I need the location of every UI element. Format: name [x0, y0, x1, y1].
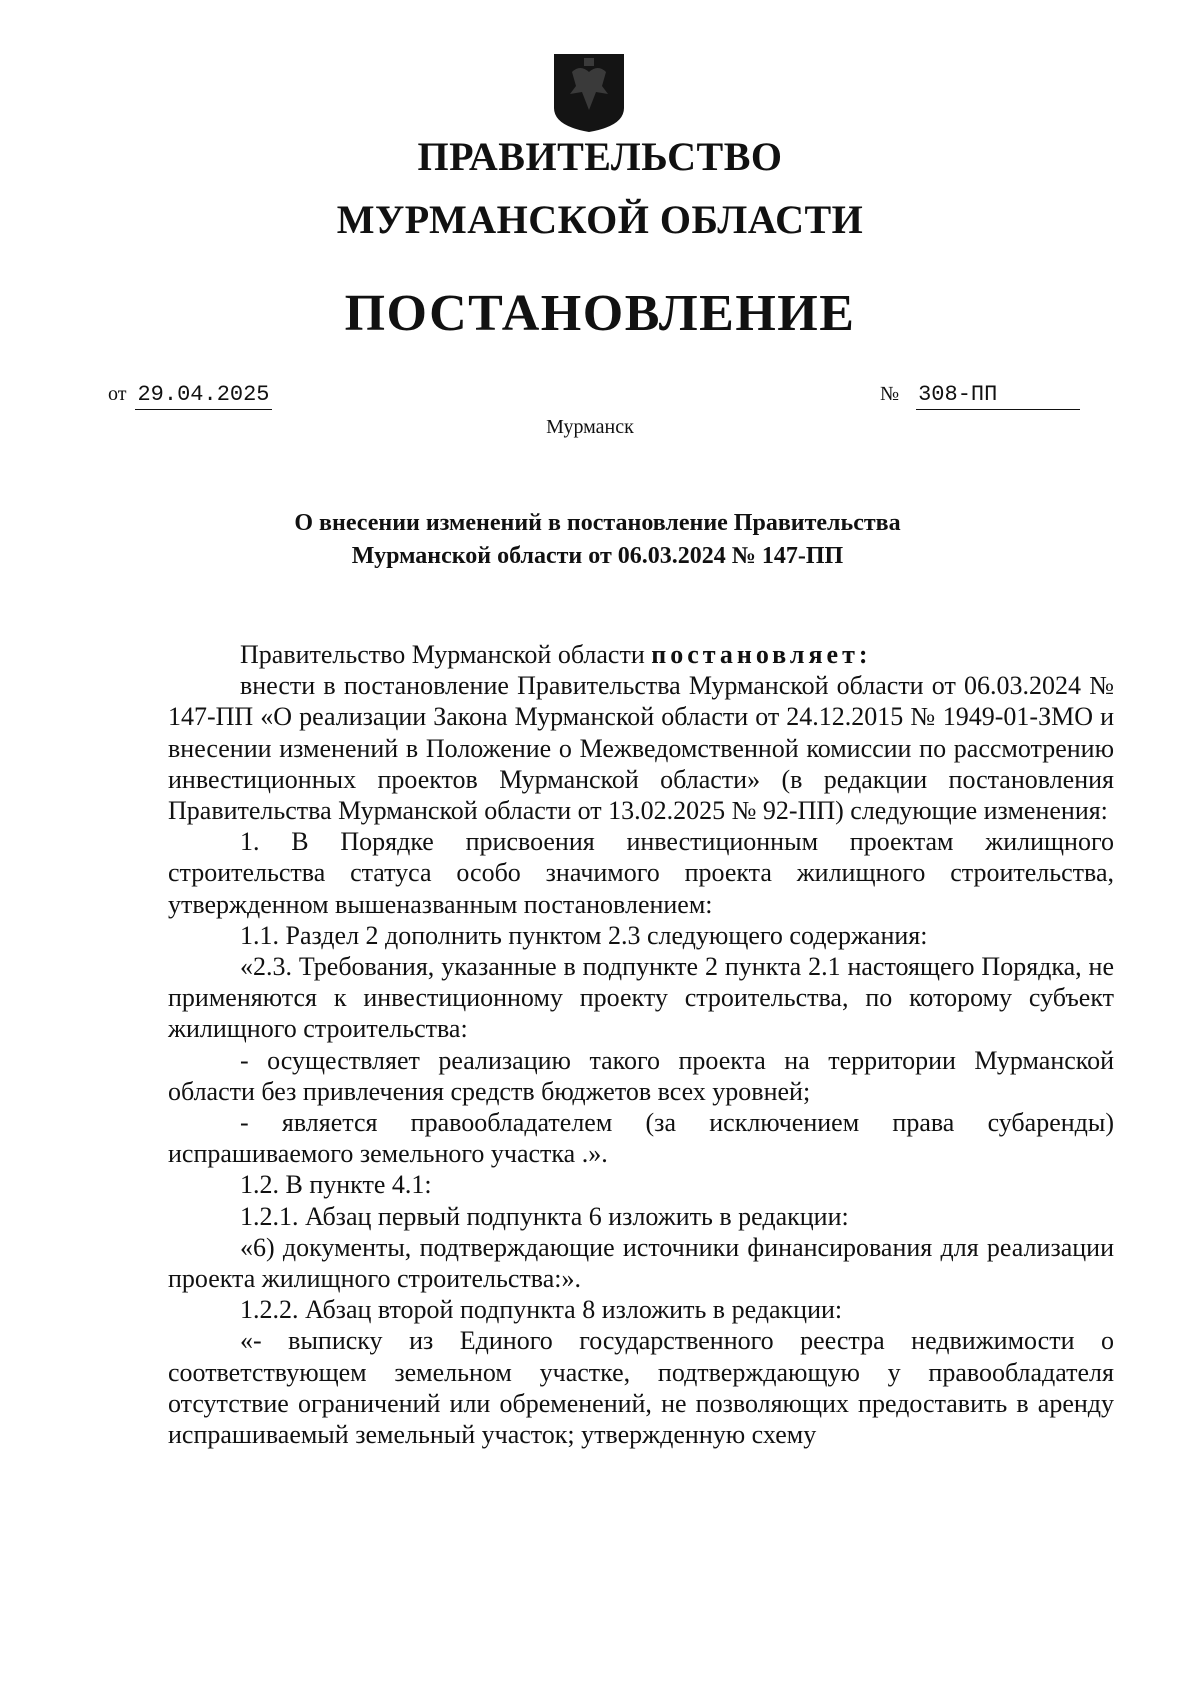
number-line [880, 382, 1080, 410]
body-paragraph: 1.2.1. Абзац первый подпункта 6 изложить в редакции: [240, 1201, 849, 1231]
body-paragraph: - осуществляет реализацию такого проекта на территории Мурманской области без привлечения средств бюджетов всех уровней; [168, 1045, 1114, 1106]
body-paragraph: 1.1. Раздел 2 дополнить пунктом 2.3 следующего содержания: [240, 920, 928, 950]
body-paragraph: 1.2. В пункте 4.1: [240, 1170, 432, 1200]
body-paragraph: «- выписку из Единого государственного реестра недвижимости о соответствующем земельном участке, подтверждающую у правообладателя отсутствие ограничений или обременений, не позволяющих предоставить в аренду испрашиваемый земельный участок; утвержденную схему [168, 1326, 1114, 1450]
intro-text: Правительство Мурманской области [240, 640, 652, 669]
city-name: Мурманск [546, 416, 634, 438]
subject-line2: Мурманской области от 06.03.2024 № 147-ПП [351, 543, 844, 569]
document-type-title: ПОСТАНОВЛЕНИЕ [344, 285, 856, 342]
intro-decree-word: постановляет: [651, 640, 872, 669]
number-prefix: № [880, 383, 900, 405]
date-line [108, 382, 272, 407]
body-paragraph: «2.3. Требования, указанные в подпункте 2 пункта 2.1 настоящего Порядка, не применяются к инвестиционному проекту строительства, по которому субъект жилищного строительства: [168, 952, 1114, 1044]
subject-line1: О внесении изменений в постановление Правительства [294, 510, 901, 536]
document-date: 29.04.2025 [135, 382, 271, 410]
body-paragraph: 1.2.2. Абзац второй подпункта 8 изложить в редакции: [240, 1295, 843, 1325]
body-paragraph: - является правообладателем (за исключением права субаренды) испрашиваемого земельного участка .». [168, 1108, 1114, 1169]
document-number: 308-ПП [916, 382, 1080, 410]
coat-of-arms-icon [550, 50, 628, 134]
government-title-line2: МУРМАНСКОЙ ОБЛАСТИ [336, 197, 864, 242]
document-subject [200, 507, 995, 573]
government-title-line1: ПРАВИТЕЛЬСТВО [417, 134, 783, 179]
intro-paragraph [168, 639, 1114, 670]
document-body [168, 639, 1114, 1450]
body-paragraph: внести в постановление Правительства Мурманской области от 06.03.2024 № 147-ПП «О реализации Закона Мурманской области от 24.12.2015 № 1949-01-ЗМО и внесении изменений в Положение о Межведомственной комиссии по рассмотрению инвестиционных проектов Мурманской области» (в редакции постановления Правительства Мурманской области от 13.02.2025 № 92-ПП) следующие изменения: [168, 671, 1114, 826]
body-paragraph: «6) документы, подтверждающие источники финансирования для реализации проекта жилищного строительства:». [168, 1232, 1114, 1294]
body-paragraph: 1. В Порядке присвоения инвестиционным проектам жилищного строительства статуса особо значимого проекта жилищного строительства, утвержденном вышеназванным постановлением: [168, 827, 1114, 919]
date-prefix: от [108, 383, 127, 405]
